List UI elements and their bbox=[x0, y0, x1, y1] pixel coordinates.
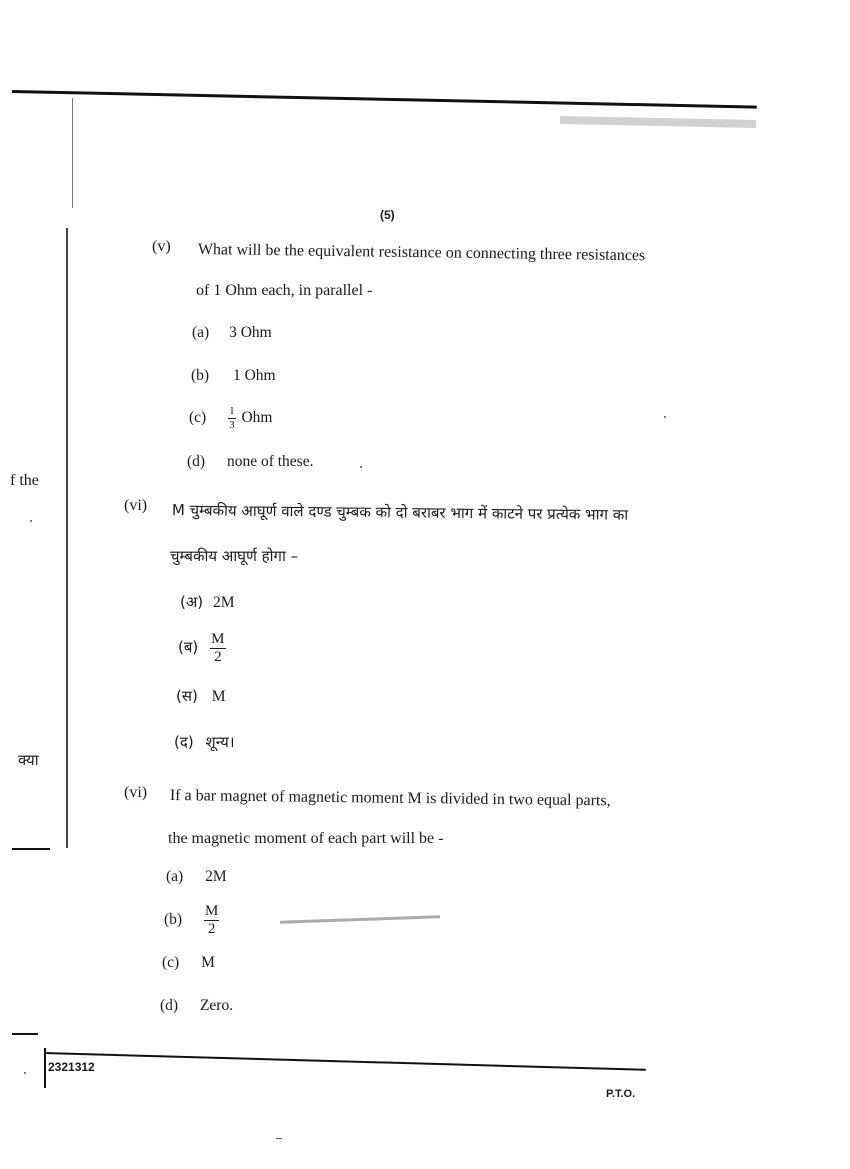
question-number: (vi) bbox=[124, 784, 148, 801]
option-d[interactable] bbox=[160, 997, 233, 1015]
question-text-cont: चुम्बकीय आघूर्ण होगा – bbox=[170, 547, 299, 565]
scan-speck bbox=[276, 1138, 282, 1139]
question-text: If a bar magnet of magnetic moment M is divided in two equal parts, bbox=[169, 787, 611, 810]
left-margin-tick-2 bbox=[12, 1033, 38, 1035]
question-text: M चुम्बकीय आघूर्ण वाले दण्ड चुम्बक को दो बराबर भाग में काटने पर प्रत्येक भाग का bbox=[171, 500, 629, 524]
fraction bbox=[228, 406, 236, 431]
option-label: (b) bbox=[164, 911, 183, 929]
left-margin-line bbox=[66, 228, 68, 848]
top-rule-shadow bbox=[560, 116, 756, 128]
scan-speck bbox=[664, 416, 666, 418]
option-text: none of these. bbox=[226, 453, 314, 470]
top-rule bbox=[12, 90, 757, 109]
margin-fragment-top: f the bbox=[10, 472, 39, 489]
option-text: Ohm bbox=[241, 409, 273, 427]
option-label: (ब) bbox=[178, 638, 199, 657]
page-number: (5) bbox=[380, 208, 395, 222]
question-text-cont: the magnetic moment of each part will be - bbox=[168, 830, 444, 847]
option-c[interactable] bbox=[162, 954, 215, 972]
option-d[interactable] bbox=[174, 732, 235, 752]
option-b[interactable] bbox=[178, 632, 228, 665]
left-margin-line-top bbox=[72, 98, 73, 208]
option-text: 2M bbox=[213, 594, 235, 611]
option-text: 2M bbox=[205, 868, 227, 885]
fraction bbox=[204, 904, 219, 937]
paper-code: 2321312 bbox=[48, 1060, 95, 1074]
option-text: 3 Ohm bbox=[229, 324, 272, 341]
question-number: (v) bbox=[152, 238, 171, 255]
option-text: Zero. bbox=[199, 997, 234, 1014]
option-label: (d) bbox=[187, 453, 206, 470]
option-c[interactable] bbox=[176, 686, 226, 706]
fraction-numerator: M bbox=[211, 631, 225, 647]
option-label: (b) bbox=[191, 367, 210, 384]
question-text-cont: of 1 Ohm each, in parallel - bbox=[196, 282, 373, 299]
option-label: (द) bbox=[174, 733, 194, 751]
question-number: (vi) bbox=[124, 497, 148, 514]
option-d[interactable] bbox=[187, 453, 313, 471]
option-text: M bbox=[201, 954, 215, 971]
option-label: (स) bbox=[176, 687, 198, 705]
option-b[interactable] bbox=[164, 904, 221, 937]
page-turn-over: P.T.O. bbox=[606, 1088, 636, 1100]
scan-speck bbox=[30, 520, 32, 522]
scan-speck bbox=[24, 1072, 26, 1074]
fraction bbox=[210, 632, 225, 665]
fraction-numerator: M bbox=[204, 903, 219, 919]
fraction-denominator: 2 bbox=[214, 649, 222, 665]
option-label: (a) bbox=[166, 868, 184, 885]
option-c[interactable] bbox=[189, 406, 272, 431]
option-text: 1 Ohm bbox=[232, 367, 276, 384]
option-label: (c) bbox=[162, 954, 180, 971]
option-label: (c) bbox=[189, 409, 207, 427]
option-a[interactable] bbox=[166, 868, 227, 886]
option-label: (अ) bbox=[180, 593, 204, 611]
option-a[interactable] bbox=[192, 324, 272, 342]
left-margin-tick bbox=[12, 848, 50, 850]
question-text: What will be the equivalent resistance on connecting three resistances bbox=[197, 241, 646, 265]
fraction-denominator: 3 bbox=[229, 419, 235, 431]
margin-fragment-bottom: क्या bbox=[18, 751, 39, 769]
option-label: (d) bbox=[160, 997, 179, 1014]
option-b[interactable] bbox=[191, 367, 276, 385]
fraction-numerator: 1 bbox=[229, 405, 235, 417]
scan-streak bbox=[280, 915, 440, 924]
fraction-denominator: 2 bbox=[207, 921, 216, 937]
option-label: (a) bbox=[192, 324, 210, 341]
scan-speck bbox=[360, 466, 362, 468]
footer-rule bbox=[44, 1052, 646, 1071]
option-text: M bbox=[211, 688, 226, 705]
option-a[interactable] bbox=[180, 592, 235, 612]
option-text: शून्य। bbox=[205, 733, 235, 751]
